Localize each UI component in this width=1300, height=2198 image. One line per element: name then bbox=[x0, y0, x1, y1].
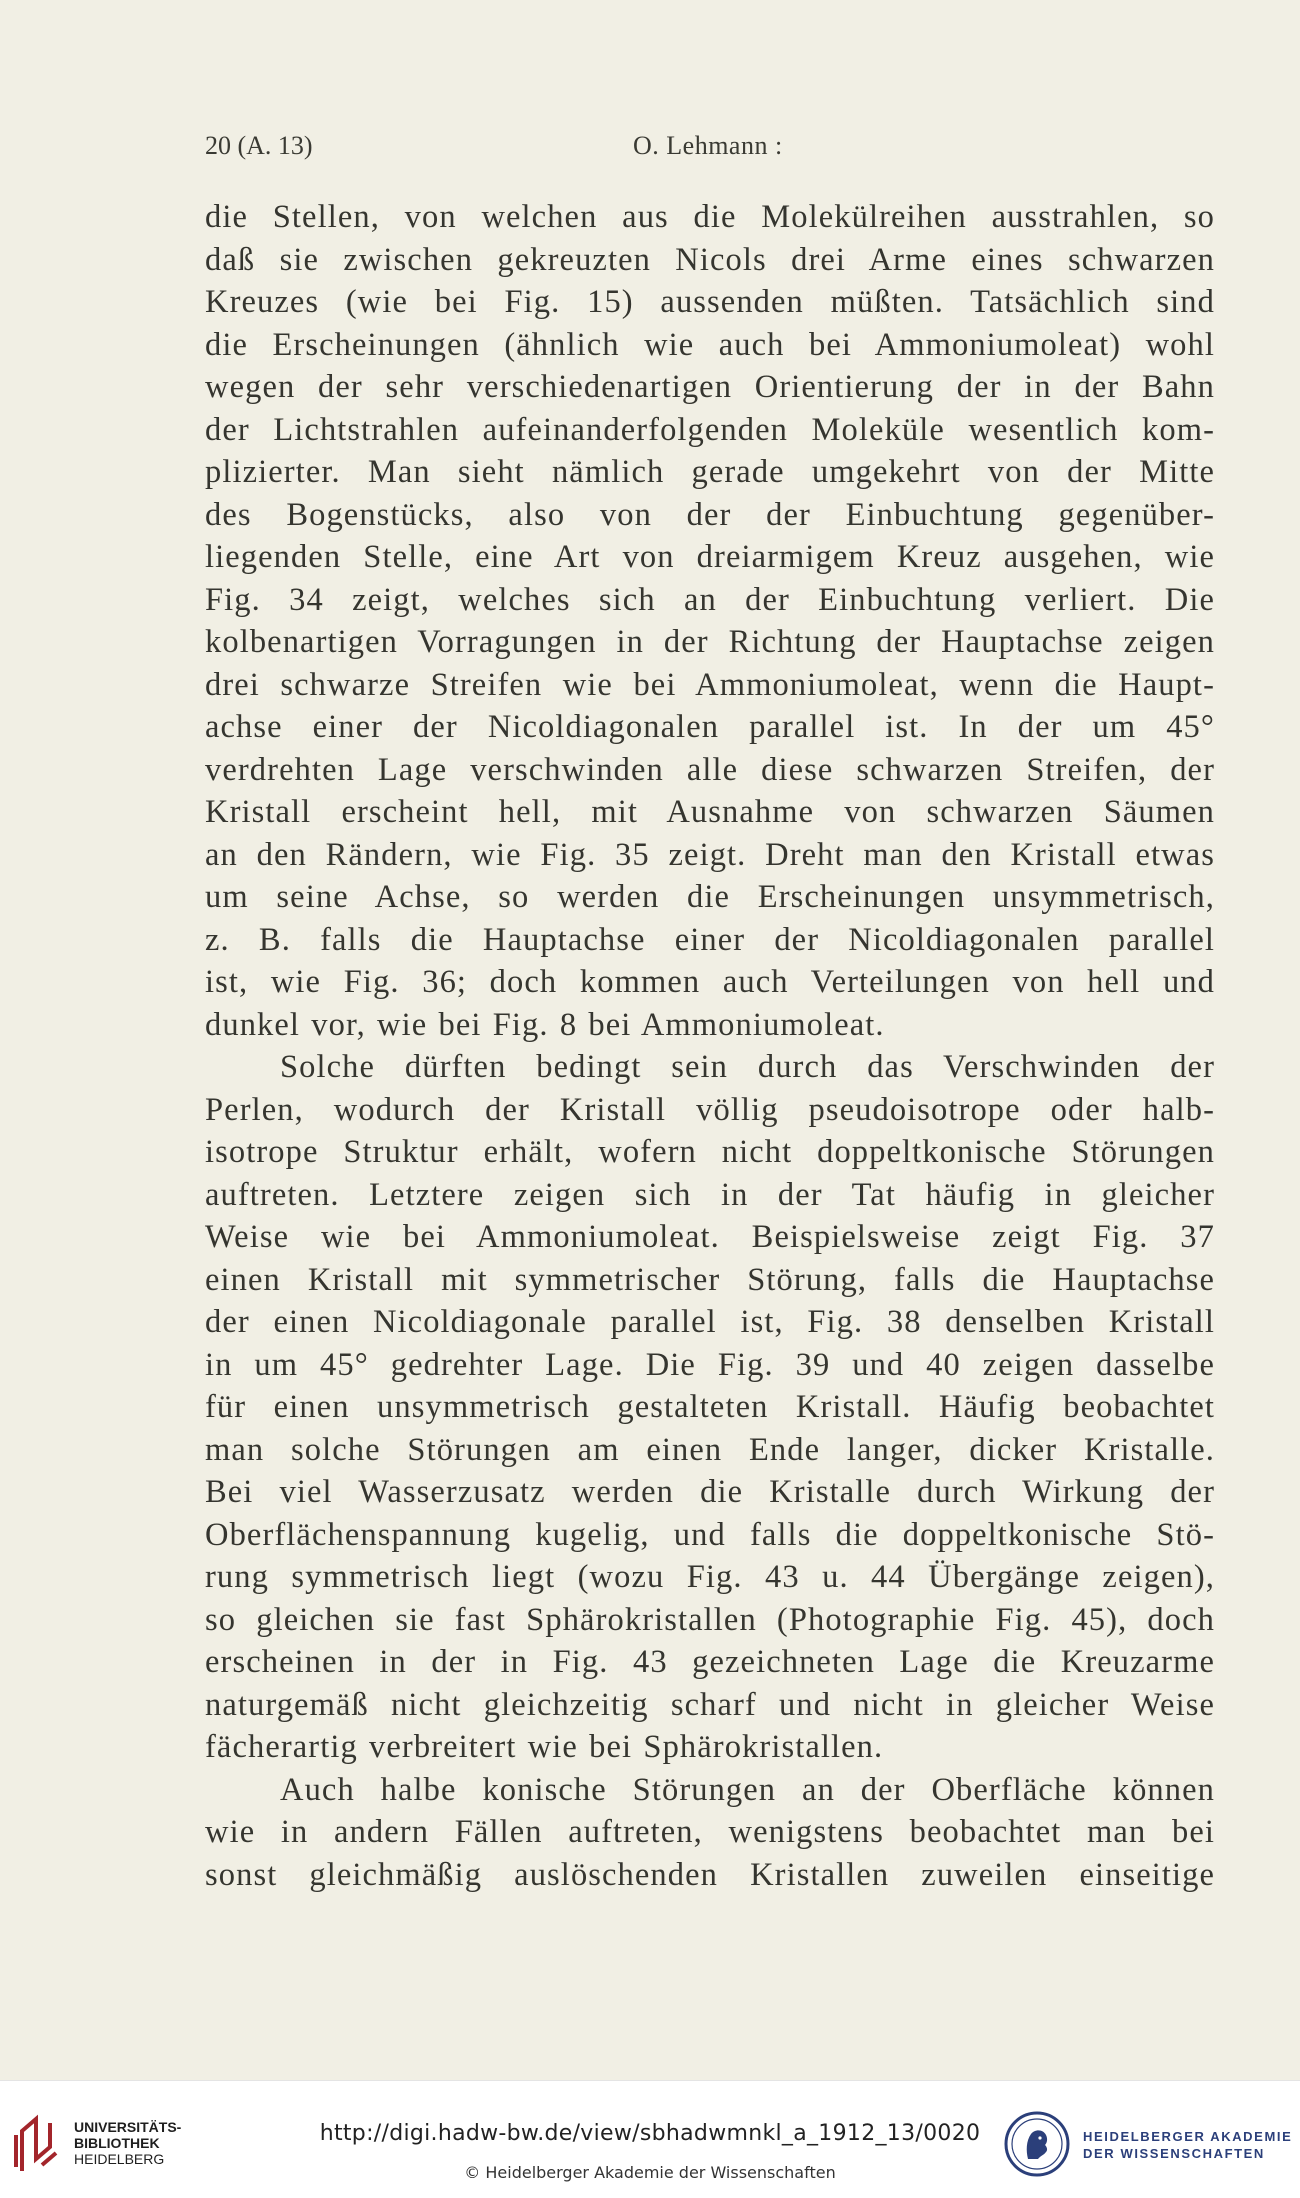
text-line: wegen der sehr verschiedenartigen Orientierung der in der Bahn bbox=[205, 369, 1215, 405]
text-line: dunkel vor, wie bei Fig. 8 bei Ammoniumoleat. bbox=[205, 1006, 885, 1043]
text-line: isotrope Struktur erhält, wofern nicht doppeltkonische Störungen bbox=[205, 1134, 1215, 1170]
text-line: für einen unsymmetrisch gestalteten Kristall. Häufig beobachtet bbox=[205, 1389, 1215, 1425]
text-line: Weise wie bei Ammoniumoleat. Beispielsweise zeigt Fig. 37 bbox=[205, 1219, 1215, 1255]
academy-name-line: DER WISSENSCHAFTEN bbox=[1083, 2146, 1265, 2161]
academy-name bbox=[1083, 2128, 1292, 2162]
text-line: die Erscheinungen (ähnlich wie auch bei Ammoniumoleat) wohl bbox=[205, 326, 1215, 363]
text-line: um seine Achse, so werden die Erscheinungen unsymmetrisch, bbox=[205, 879, 1215, 915]
text-line: wie in andern Fällen auftreten, wenigstens beobachtet man bei bbox=[205, 1814, 1215, 1850]
text-line: kolbenartigen Vorragungen in der Richtung der Hauptachse zeigen bbox=[205, 624, 1215, 660]
text-line: z. B. falls die Hauptachse einer der Nicoldiagonalen parallel bbox=[205, 921, 1215, 958]
text-line: Oberflächenspannung kugelig, und falls die doppeltkonische Stö- bbox=[205, 1516, 1215, 1553]
text-line: Perlen, wodurch der Kristall völlig pseudoisotrope oder halb- bbox=[205, 1091, 1215, 1128]
running-head bbox=[205, 131, 1215, 171]
body-text bbox=[205, 196, 1215, 1896]
text-line: plizierter. Man sieht nämlich gerade umgekehrt von der Mitte bbox=[205, 454, 1215, 490]
author-heading: O. Lehmann : bbox=[633, 131, 783, 160]
page-reference: 20 (A. 13) bbox=[205, 131, 313, 160]
library-name-line: UNIVERSITÄTS- bbox=[74, 2119, 182, 2135]
text-line: fächerartig verbreitert wie bei Sphärokristallen. bbox=[205, 1729, 884, 1765]
text-line: Auch halbe konische Störungen an der Oberfläche können bbox=[280, 1771, 1215, 1808]
text-line: erscheinen in der in Fig. 43 gezeichneten Lage die Kreuzarme bbox=[205, 1644, 1215, 1680]
text-line: Bei viel Wasserzusatz werden die Kristalle durch Wirkung der bbox=[205, 1474, 1215, 1510]
text-line: des Bogenstücks, also von der der Einbuchtung gegenüber- bbox=[205, 496, 1215, 533]
text-line: Kristall erscheint hell, mit Ausnahme von schwarzen Säumen bbox=[205, 794, 1215, 830]
text-line: auftreten. Letztere zeigen sich in der Tat häufig in gleicher bbox=[205, 1176, 1215, 1213]
text-line: rung symmetrisch liegt (wozu Fig. 43 u. 44 Übergänge zeigen), bbox=[205, 1559, 1215, 1595]
text-line: der einen Nicoldiagonale parallel ist, Fig. 38 denselben Kristall bbox=[205, 1304, 1215, 1340]
permalink-url[interactable]: http://digi.hadw-bw.de/view/sbhadwmnkl_a_1912_13/0020 bbox=[319, 2121, 981, 2146]
paragraph bbox=[205, 1046, 1215, 1769]
footer-bar bbox=[0, 2080, 1300, 2198]
academy-name-line: HEIDELBERGER AKADEMIE bbox=[1083, 2129, 1293, 2144]
text-line: daß sie zwischen gekreuzten Nicols drei Arme eines schwarzen bbox=[205, 241, 1215, 278]
text-line: man solche Störungen am einen Ende langer, dicker Kristalle. bbox=[205, 1431, 1215, 1468]
text-line: so gleichen sie fast Sphärokristallen (Photographie Fig. 45), doch bbox=[205, 1601, 1215, 1638]
text-line: ist, wie Fig. 36; doch kommen auch Verteilungen von hell und bbox=[205, 964, 1215, 1000]
text-line: naturgemäß nicht gleichzeitig scharf und nicht in gleicher Weise bbox=[205, 1686, 1215, 1723]
copyright-notice: © Heidelberger Akademie der Wissenschaften bbox=[464, 2163, 836, 2182]
text-line: Kreuzes (wie bei Fig. 15) aussenden müßten. Tatsächlich sind bbox=[205, 284, 1215, 320]
paragraph bbox=[205, 196, 1215, 1046]
text-line: achse einer der Nicoldiagonalen parallel ist. In der um 45° bbox=[205, 709, 1215, 745]
library-name-line: BIBLIOTHEK bbox=[74, 2135, 160, 2151]
text-line: liegenden Stelle, eine Art von dreiarmigem Kreuz ausgehen, wie bbox=[205, 539, 1215, 575]
library-name-line: HEIDELBERG bbox=[74, 2151, 165, 2167]
text-line: an den Rändern, wie Fig. 35 zeigt. Dreht man den Kristall etwas bbox=[205, 836, 1215, 873]
text-line: drei schwarze Streifen wie bei Ammoniumoleat, wenn die Haupt- bbox=[205, 666, 1215, 703]
paragraph bbox=[205, 1769, 1215, 1897]
text-line: einen Kristall mit symmetrischer Störung, falls die Hauptachse bbox=[205, 1261, 1215, 1298]
text-line: die Stellen, von welchen aus die Molekülreihen ausstrahlen, so bbox=[205, 199, 1215, 235]
academy-seal-icon bbox=[1004, 2111, 1070, 2177]
text-line: Fig. 34 zeigt, welches sich an der Einbuchtung verliert. Die bbox=[205, 581, 1215, 618]
text-line: in um 45° gedrehter Lage. Die Fig. 39 und 40 zeigen dasselbe bbox=[205, 1346, 1215, 1383]
text-line: verdrehten Lage verschwinden alle diese schwarzen Streifen, der bbox=[205, 751, 1215, 788]
text-line: sonst gleichmäßig auslöschenden Kristallen zuweilen einseitige bbox=[205, 1856, 1215, 1893]
text-line: der Lichtstrahlen aufeinanderfolgenden Moleküle wesentlich kom- bbox=[205, 411, 1215, 448]
text-line: Solche dürften bedingt sein durch das Verschwinden der bbox=[280, 1049, 1215, 1085]
